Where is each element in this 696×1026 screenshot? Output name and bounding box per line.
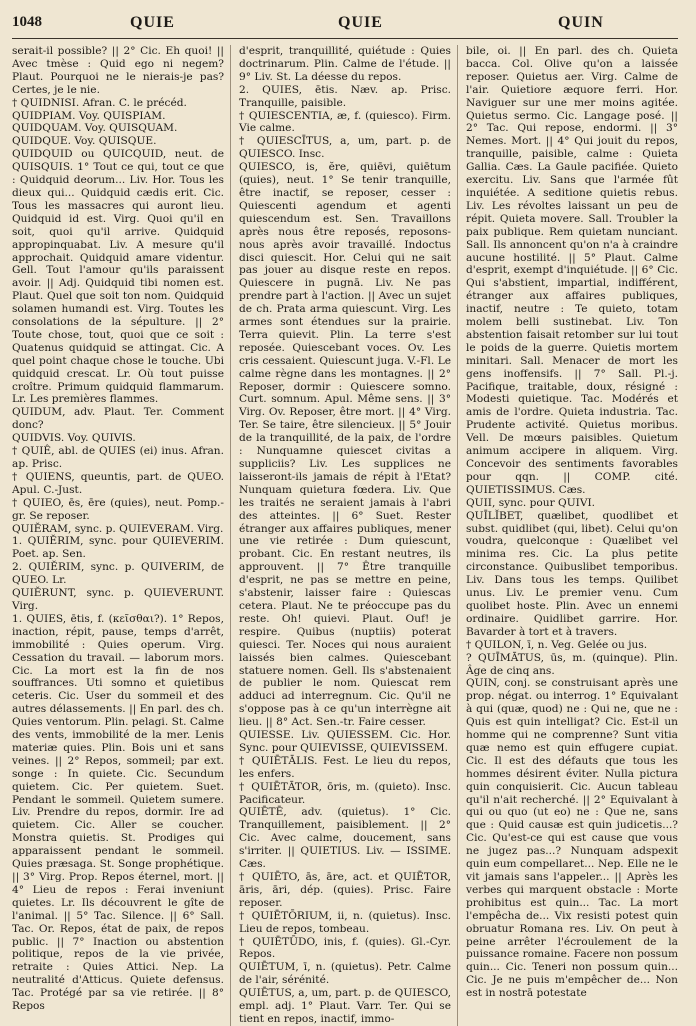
entry: bile, oi. || En parl. des ch. Quieta bacca. Col. Olive qu'on a laissée reposer. Quietus aer. Virg. Calme de l'air. Quietiore æquore ferri. Hor. Naviguer sur une mer moins agitée. Quietus sermo. Cic. Langage posé. || 2° Tac. Qui repose, endormi. || 3° Nemes. Mort. || 4° Qui jouit du repos, tranquille, paisible, calme : Quieta Gallia. Cæs. La Gaule pacifiée. Quieto exercitu. Liv. Sans que l'armée fût inquiétée. A seditione quietis rebus. Liv. Les révoltes laissant un peu de répit. Quieta movere. Sall. Troubler la paix publique. Rem quietam nunciant. Sall. Ils annoncent qu'on n'a à craindre aucune hostilité. || 5° Plaut. Calme d'esprit, exempt d'inquiétude. || 6° Cic. Qui s'abstient, impartial, indifférent, étranger aux affaires publiques, inactif, neutre : Te quieto, totam molem belli sustinebat. Liv. Ton abstention faisait retomber sur lui tout le poids de la guerre. Quietis mortem minitari. Sall. Menacer de mort les gens inoffensifs. || 7° Sall. Pl.-j. Pacifique, traitable, doux, résigné : Modesti quietique. Tac. Modérés et amis de l'ordre. Quieta industria. Tac. Prudente activité. Quietus moribus. Vell. De mœurs paisibles. Quietum animum accipere in aliquem. Virg. Concevoir des sentiments favorables pour qqn. || COMP. cité. QUIETISSIMUS. Cæs.	[466, 45, 678, 496]
guide-word-right: QUIN	[558, 14, 604, 31]
entry: † QUIĒTŪDO, inis, f. (quies). Gl.-Cyr. Repos.	[239, 935, 451, 961]
entry: † QUIĒTĀLIS. Fest. Le lieu du repos, les enfers.	[239, 754, 451, 780]
entry: QUIĒTUM, ī, n. (quietus). Petr. Calme de l'air, sérénité.	[239, 961, 451, 987]
entry: QUIESSE. Liv. QUIESSEM. Cic. Hor. Sync. pour QUIEVISSE, QUIEVISSEM.	[239, 729, 451, 754]
entry: 2. QUIES, ētis. Næv. ap. Prisc. Tranquille, paisible.	[239, 83, 451, 109]
entry: 1. QUIĔRIM, sync. pour QUIEVERIM. Poet. ap. Sen.	[12, 535, 224, 561]
guide-word-center: QUIE	[338, 14, 383, 31]
column-1	[12, 45, 231, 1026]
entry: † QUIDNISI. Afran. C. le précéd.	[12, 96, 187, 109]
entry: † QUIĒTO, ās, āre, act. et QUIĒTOR, āris, āri, dép. (quies). Prisc. Faire reposer.	[239, 871, 451, 909]
columns	[12, 45, 678, 1026]
entry: QUIDQUAM. Voy. QUISQUAM.	[12, 122, 178, 135]
entry: † QUIÊ, abl. de QUIES (ei) inus. Afran. ap. Prisc.	[12, 445, 224, 470]
entry: QUIĒTĒ, adv. (quietus). 1° Cic. Tranquillement, paisiblement. || 2° Cic. Avec calme, doucement, sans s'irriter. || QUIETIUS. Liv. — ISSIME. Cæs.	[239, 806, 451, 871]
entry: QUIĔRAM, sync. p. QUIEVERAM. Virg.	[12, 522, 224, 535]
column-2	[239, 45, 458, 1026]
column-3	[466, 45, 678, 1026]
entry: † QUIESCENTIA, æ, f. (quiesco). Firm. Vie calme.	[239, 109, 451, 135]
entry: † QUIENS, queuntis, part. de QUEO. Apul. C.-Just.	[12, 470, 224, 496]
entry: ? QUĪMĀTUS, ūs, m. (quinque). Plin. Âge de cinq ans.	[466, 651, 678, 677]
entry: QUII, sync. pour QUIVI.	[466, 496, 596, 509]
entry: 1. QUIES, ētis, f. (κεῖσθαι?). 1° Repos, inaction, répit, pause, temps d'arrêt, immobilité : Quies operum. Virg. Cessation du travail. — laborum mors. Cic. La mort est la fin de nos souffrances. Uti somno et quietibus ceteris. Cic. User du sommeil et des autres délassements. || En parl. des ch. Quies ventorum. Plin. pelagi. St. Calme des vents, immobilité de la mer. Lenis materiæ quies. Plin. Bois uni et sans veines. || 2° Repos, sommeil; par ext. songe : In quiete. Cic. Secundum quietem. Cic. Per quietem. Suet. Pendant le sommeil. Quietem sumere. Liv. Prendre du repos, dormir. Ire ad quietem. Cic. Aller se coucher. Monstra quietis. St. Prodiges qui apparaissent pendant le sommeil. Quies præsaga. St. Songe prophétique. || 3° Virg. Prop. Repos éternel, mort. || 4° Lieu de repos : Ferai inveniunt quietes. Lr. Ils découvrent le gîte de l'animal. || 5° Tac. Silence. || 6° Sall. Tac. Or. Repos, état de paix, de repos public. || 7° Inaction ou abstention politique, repos de la vie privée, retraite : Quies Attici. Nep. La neutralité d'Atticus. Quiete defensus. Tac. Protégé par sa vie retirée. || 8° Repos	[12, 612, 224, 1013]
entry: d'esprit, tranquillité, quiétude : Quies doctrinarum. Plin. Calme de l'étude. || 9° Liv. St. La déesse du repos.	[239, 45, 451, 83]
entry: QUIDQUID ou QUICQUID, neut. de QUISQUIS. 1° Tout ce qui, tout ce que : Quidquid deorum... Liv. Hor. Tous les dieux qui... Quidquid cædis erit. Cic. Tous les massacres qui auront lieu. Quidquid id est. Virg. Quoi qu'il en soit, quoi qu'il arrive. Quidquid appropinquabat. Liv. A mesure qu'il approchait. Quidquid amare videntur. Gell. Tout l'amour qu'ils paraissent avoir. || Adj. Quidquid tibi nomen est. Plaut. Quel que soit ton nom. Quidquid solamen humandi est. Virg. Toutes les consolations de la sépulture. || 2° Toute chose, tout, quoi que ce soit : Quatenus quidquid se attingat. Cic. A quel point chaque chose le touche. Ubi quidquid crescat. Lr. Où tout puisse croître. Primum quidquid flammarum. Lr. Les premières flammes.	[12, 148, 224, 406]
guide-word-left: QUIE	[130, 14, 175, 31]
entry: QUĪLĬBET, quælibet, quodlibet et subst. quidlibet (qui, libet). Celui qu'on voudra, quelconque : Quælibet vel minima res. Cic. La plus petite circonstance. Quibuslibet temporibus. Liv. Dans tous les temps. Quilibet unus. Liv. Le premier venu. Cum quolibet hoste. Plin. Avec un ennemi ordinaire. Quidlibet garrire. Hor. Bavarder à tort et à travers.	[466, 509, 678, 638]
entry: 2. QUIĔRIM, sync. p. QUIVERIM, de QUEO. Lr.	[12, 561, 224, 587]
entry: QUIĒTUS, a, um, part. p. de QUIESCO, empl. adj. 1° Plaut. Varr. Ter. Qui se tient en repos, inactif, immo-	[239, 987, 451, 1025]
entry: QUIDQUE. Voy. QUISQUE.	[12, 135, 157, 148]
page-number: 1048	[12, 14, 42, 30]
page-header	[12, 14, 678, 36]
entry: QUIN, conj. se construisant après une prop. négat. ou interrog. 1° Equivalant à qui (quæ, quod) ne : Qui ne, que ne : Quis est quin intelligat? Cic. Est-il un homme qui ne comprenne? Sunt vitia quæ nemo est quin effugere cupiat. Cic. Il est des défauts que tous les hommes désirent éviter. Nulla pictura quin conquisierit. Cic. Aucun tableau qu'il n'ait recherché. || 2° Equivalant à qui ou quo (ut eo) ne : Que ne, sans que : Quid causæ est quin judicetis...? Cic. Qu'est-ce qui est cause que vous ne jugez pas...? Nunquam adspexit quin eum compellaret... Nep. Elle ne le vit jamais sans l'appeler... || Après les verbes qui marquent obstacle : Morte prohibitus est quin... Tac. La mort l'empêcha de... Vix resisti potest quin obruatur Romana res. Liv. On peut à peine arrêter l'écroulement de la puissance romaine. Facere non possum quin... Cic. Teneri non possum quin... Cic. Je ne puis m'empêcher de... Non est in nostrā potestate	[466, 677, 678, 1000]
entry: † QUIĒTŌRIUM, ii, n. (quietus). Insc. Lieu de repos, tombeau.	[239, 909, 451, 935]
entry: QUIDUM, adv. Plaut. Ter. Comment donc?	[12, 406, 224, 432]
entry: † QUILON, ī, n. Veg. Gelée ou jus.	[466, 638, 648, 651]
entry: serait-il possible? || 2° Cic. Eh quoi! || Avec tmèse : Quid ego ni negem? Plaut. Pourquoi ne le nierais-je pas? Certes, je le nie.	[12, 45, 224, 96]
entry: QUIĔRUNT, sync. p. QUIEVERUNT. Virg.	[12, 587, 224, 612]
entry: QUIESCO, is, ĕre, quiēvi, quiētum (quies), neut. 1° Se tenir tranquille, être inactif, se reposer, cesser : Quiescenti agendum et agenti quiescendum est. Sen. Travaillons après nous être reposés, reposons-nous après avoir travaillé. Indoctus disci quiescit. Hor. Celui qui ne sait pas jouer au disque reste en repos. Quiescere in pugnā. Liv. Ne pas prendre part à l'action. || Avec un sujet de ch. Prata arma quiescunt. Virg. Les armes sont étendues sur la prairie. Terra quievit. Plin. La terre s'est reposée. Quiescebant voces. Ov. Les cris cessaient. Quiescunt juga. V.-Fl. Le calme règne dans les montagnes. || 2° Reposer, dormir : Quiescere somno. Curt. somnum. Apul. Même sens. || 3° Virg. Ov. Reposer, être mort. || 4° Virg. Ter. Se taire, être silencieux. || 5° Jouir de la tranquillité, de la paix, de l'ordre : Nunquamne quiescet civitas a suppliciis? Liv. Les supplices ne laisseront-ils jamais de répit à l'Etat? Nunquam quietura fœdera. Liv. Que les traités ne seraient jamais à l'abri des atteintes. || 6° Suet. Rester étranger aux affaires publiques, mener une vie retirée : Dum quiescunt, probant. Cic. En restant neutres, ils approuvent. || 7° Être tranquille d'esprit, ne pas se mettre en peine, s'abstenir, laisser faire : Quiescas cetera. Plaut. Ne te préoccupe pas du reste. Oh! quievi. Plaut. Ouf! je respire. Quibus (nuptiis) poterat quiesci. Ter. Noces qui nous auraient laissés bien calmes. Quiescebant statuere nomen. Gell. Ils s'abstenaient de publier le nom. Quiescat rem adduci ad interregnum. Cic. Qu'il ne s'oppose pas à ce qu'un interrègne ait lieu. || 8° Act. Sen.-tr. Faire cesser.	[239, 161, 451, 729]
header-rule	[12, 38, 678, 39]
entry: † QUIEO, ēs, ēre (quies), neut. Pomp.-gr. Se reposer.	[12, 496, 224, 522]
entry: † QUIESCĪTUS, a, um, part. p. de QUIESCO. Insc.	[239, 135, 451, 161]
entry: QUIDPIAM. Voy. QUISPIAM.	[12, 109, 166, 122]
entry: † QUIĒTĀTOR, ōris, m. (quieto). Insc. Pacificateur.	[239, 780, 451, 806]
entry: QUIDVIS. Voy. QUIVIS.	[12, 432, 136, 445]
